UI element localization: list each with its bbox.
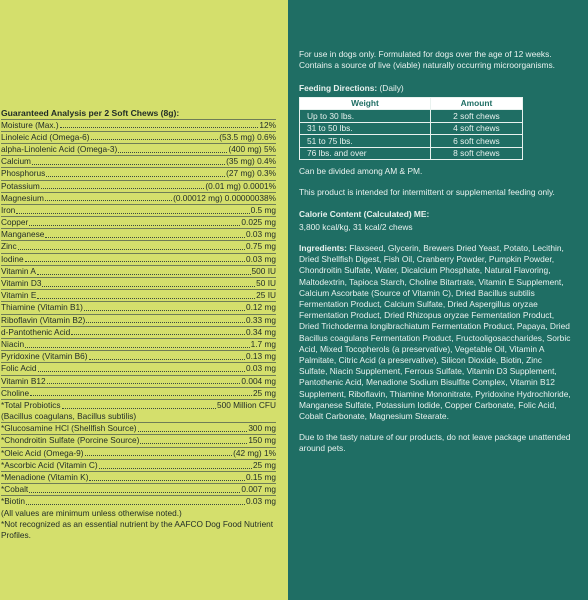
nutrient-name: Niacin — [1, 338, 25, 349]
nutrient-value: 300 mg — [248, 423, 276, 434]
nutrient-row — [1, 120, 276, 131]
amount-cell: 2 soft chews — [430, 110, 522, 123]
nutrient-value: 0.12 mg — [246, 302, 276, 313]
feeding-subtitle: (Daily) — [377, 83, 404, 94]
nutrient-value: 0.03 mg — [246, 229, 276, 240]
nutrient-value: 0.03 mg — [246, 253, 276, 264]
dot-leader — [37, 274, 251, 275]
dot-leader — [18, 249, 245, 250]
nutrient-amount: (35 mg) — [226, 156, 255, 167]
nutrient-name: Folic Acid — [1, 363, 37, 374]
dot-leader — [29, 225, 240, 226]
weight-header: Weight — [300, 97, 431, 110]
probiotic-note: (Bacillus coagulans, Bacillus subtilis) — [1, 411, 137, 422]
nutrient-row — [1, 241, 276, 252]
weight-cell: Up to 30 lbs. — [300, 110, 431, 123]
nutrient-name: Choline — [1, 387, 30, 398]
warning-text: Due to the tasty nature of our products, do not leave package unattended around pets. — [299, 432, 571, 454]
nutrient-value: 0.34 mg — [246, 326, 276, 337]
nutrient-row — [1, 448, 276, 459]
nutrient-row — [1, 388, 276, 399]
nutrient-name: Linoleic Acid (Omega-6) — [1, 131, 90, 142]
nutrient-name: *Menadione (Vitamin K) — [1, 472, 89, 483]
nutrient-name: *Cobalt — [1, 484, 29, 495]
feeding-heading — [299, 83, 572, 94]
weight-cell: 51 to 75 lbs. — [300, 135, 431, 148]
nutrient-row — [1, 156, 276, 167]
dot-leader — [29, 492, 240, 493]
dot-leader — [47, 383, 241, 384]
nutrient-value: 0.03 mg — [246, 496, 276, 507]
dot-leader — [32, 164, 225, 165]
table-row — [300, 147, 523, 160]
nutrient-row — [1, 144, 276, 155]
dot-leader — [86, 322, 245, 323]
nutrient-name: Potassium — [1, 180, 40, 191]
table-row — [300, 110, 523, 123]
nutrient-name: Vitamin E — [1, 290, 37, 301]
nutrient-value: 1% — [264, 447, 276, 458]
intro-text: For use in dogs only. Formulated for dogs over the age of 12 weeks. Contains a source of live (viable) naturally occurring microorganisms. — [299, 49, 556, 71]
nutrient-row — [1, 132, 276, 143]
nutrient-name: d-Pantothenic Acid — [1, 326, 71, 337]
nutrient-name: *Glucosamine HCl (Shellfish Source) — [1, 423, 137, 434]
dot-leader — [99, 468, 252, 469]
nutrient-row — [1, 496, 276, 507]
guaranteed-analysis-title: Guaranteed Analysis per 2 Soft Chews (8g): — [1, 108, 180, 118]
dot-leader — [42, 286, 255, 287]
dot-leader — [84, 310, 245, 311]
amount-cell: 8 soft chews — [430, 147, 522, 160]
dot-leader — [89, 359, 245, 360]
nutrient-value: 0.03 mg — [246, 363, 276, 374]
nutrient-row — [1, 193, 276, 204]
aafco-footnote: *Not recognized as an essential nutrient by the AAFCO Dog Food Nutrient Profiles. — [1, 518, 274, 541]
dot-leader — [85, 455, 233, 456]
nutrient-name: *Oleic Acid (Omega-9) — [1, 447, 84, 458]
nutrient-value: 50 IU — [256, 278, 276, 289]
feeding-title: Feeding Directions: — [299, 83, 378, 94]
nutrient-name: Manganese — [1, 229, 45, 240]
nutrient-value: 0.15 mg — [246, 472, 276, 483]
dot-leader — [140, 443, 247, 444]
calorie-title — [299, 209, 572, 220]
divided-text: Can be divided among AM & PM. — [299, 166, 423, 177]
calorie-title-text: Calorie Content (Calculated) ME: — [299, 208, 430, 219]
nutrient-row — [1, 484, 276, 495]
dot-leader — [45, 237, 245, 238]
nutrient-row — [1, 363, 276, 374]
dot-leader — [25, 347, 250, 348]
nutrient-name: *Ascorbic Acid (Vitamin C) — [1, 459, 98, 470]
nutrient-name: Vitamin A — [1, 265, 36, 276]
nutrient-row — [1, 423, 276, 434]
nutrient-row — [1, 217, 276, 228]
nutrient-name: *Chondroitin Sulfate (Porcine Source) — [1, 435, 140, 446]
nutrient-row — [1, 278, 276, 289]
directions-panel — [288, 0, 588, 600]
dot-leader — [38, 371, 246, 372]
dot-leader — [30, 395, 252, 396]
nutrient-row — [1, 168, 276, 179]
nutrient-value: 0.13 mg — [246, 351, 276, 362]
nutrient-name: Calcium — [1, 156, 31, 167]
nutrient-value: 0.3% — [257, 168, 276, 179]
nutrient-row — [1, 400, 276, 411]
nutrient-value: 25 mg — [252, 459, 276, 470]
table-row — [300, 135, 523, 148]
dot-leader — [46, 176, 225, 177]
nutrient-row — [1, 205, 276, 216]
amount-header: Amount — [430, 97, 522, 110]
nutrient-value: 0.75 mg — [246, 241, 276, 252]
nutrient-name: Magnesium — [1, 192, 44, 203]
nutrient-row — [1, 327, 276, 338]
nutrient-name: Thiamine (Vitamin B1) — [1, 302, 83, 313]
nutrient-row — [1, 376, 276, 387]
supplement-list — [1, 422, 276, 507]
nutrient-name: *Biotin — [1, 496, 25, 507]
nutrient-value: 25 mg — [252, 387, 276, 398]
nutrient-name: Vitamin D3 — [1, 278, 42, 289]
ingredients-text: Flaxseed, Glycerin, Brewers Dried Yeast, Potato, Lecithin, Dried Shellfish Digest, Fish Oil, Cranberry Powder, Pumpkin Powder, Chondroitin Sulfate, Water, Dicalcium Phosphate, Natural Flavoring, Maltodextrin, Tapioca Starch, Choline Bitartrate, Vitamin E Supplement, Calcium Ascorbate (Source of Vitamin C), Dried Bacillus subtilis Fermentation Product, Calcium Sulfate, Dried Aspergillus oryzae Fermentation Product, Dried Rhizopus oryzae Fermentation Product, Dried Trichoderma longibrachiatum Fermentation Product, Papaya, Dried Bacillus coagulans Fermentation Product, Fructooligosaccharides, Sorbic Acid, Mixed Tocopherols (a preservative), Vegetable Oil, Vitamin A Palmitate, Citric Acid (a preservative), Silicon Dioxide, Biotin, Zinc Sulfate, Niacin Supplement, Ferrous Sulfate, Vitamin D3 Supplement, Pantothenic Acid, Menadione Sodium Bisulfite Complex, Vitamin B12 Supplement, Riboflavin, Thiamine Mononitrate, Pyridoxine Hydrochloride, Manganese Sulfate, Potassium Iodide, Copper Carbonate, Folic Acid, Cobalt Carbonate, Magnesium Stearate. — [299, 242, 571, 421]
ingredients-block — [299, 243, 572, 422]
nutrient-row — [1, 460, 276, 471]
dot-leader — [89, 480, 245, 481]
guaranteed-analysis-panel — [0, 0, 288, 600]
nutrient-name: Iodine — [1, 253, 24, 264]
nutrient-name: Phosphorus — [1, 168, 46, 179]
nutrient-value: 0.5 mg — [250, 204, 276, 215]
nutrient-name: Pyridoxine (Vitamin B6) — [1, 351, 88, 362]
nutrient-value: 0.007 mg — [241, 484, 276, 495]
nutrient-row — [1, 290, 276, 301]
nutrient-value: 0.0001% — [243, 180, 276, 191]
feeding-table — [299, 97, 523, 161]
nutrient-row — [1, 351, 276, 362]
nutrient-name: Copper — [1, 217, 29, 228]
weight-cell: 31 to 50 lbs. — [300, 122, 431, 135]
nutrient-row — [1, 181, 276, 192]
dot-leader — [37, 298, 255, 299]
nutrient-value: 0.004 mg — [241, 375, 276, 386]
nutrient-row — [1, 339, 276, 350]
nutrient-value: 25 IU — [256, 290, 276, 301]
nutrient-value: 500 IU — [251, 265, 276, 276]
nutrient-amount: (53.5 mg) — [219, 131, 255, 142]
nutrient-value: 0.4% — [257, 156, 276, 167]
dot-leader — [25, 261, 245, 262]
nutrient-row — [1, 315, 276, 326]
nutrient-name: Riboflavin (Vitamin B2) — [1, 314, 86, 325]
dot-leader — [26, 504, 245, 505]
nutrient-name: alpha-Linolenic Acid (Omega-3) — [1, 143, 118, 154]
nutrient-amount: (0.00012 mg) — [173, 192, 223, 203]
nutrient-amount: (27 mg) — [226, 168, 255, 179]
nutrient-row — [1, 302, 276, 313]
dot-leader — [16, 213, 249, 214]
nutrient-name: Moisture (Max.) — [1, 119, 59, 130]
nutrient-value: 12% — [259, 119, 276, 130]
nutrient-value: 1.7 mg — [250, 338, 276, 349]
amount-cell: 6 soft chews — [430, 135, 522, 148]
nutrient-value: 5% — [264, 143, 276, 154]
nutrient-row — [1, 254, 276, 265]
table-row — [300, 122, 523, 135]
amount-cell: 4 soft chews — [430, 122, 522, 135]
nutrient-name: Iron — [1, 204, 16, 215]
nutrient-name: Vitamin B12 — [1, 375, 46, 386]
dot-leader — [91, 139, 219, 140]
feeding-table-header — [300, 97, 523, 110]
nutrient-value: 0.6% — [257, 131, 276, 142]
weight-cell: 76 lbs. and over — [300, 147, 431, 160]
nutrient-value: 500 Million CFU — [216, 399, 276, 410]
nutrient-row — [1, 229, 276, 240]
dot-leader — [60, 127, 259, 128]
calorie-value: 3,800 kcal/kg, 31 kcal/2 chews — [299, 221, 413, 232]
nutrient-row — [1, 266, 276, 277]
nutrient-value: 0.025 mg — [241, 217, 276, 228]
nutrient-name: *Total Probiotics — [1, 399, 61, 410]
nutrient-amount: (42 mg) — [233, 447, 262, 458]
dot-leader — [41, 188, 205, 189]
nutrient-amount: (0.01 mg) — [205, 180, 241, 191]
dot-leader — [118, 152, 227, 153]
dot-leader — [62, 408, 216, 409]
guaranteed-analysis-list — [1, 119, 276, 412]
nutrient-row — [1, 472, 276, 483]
nutrient-value: 150 mg — [248, 435, 276, 446]
dot-leader — [71, 334, 245, 335]
intermittent-text: This product is intended for intermittent or supplemental feeding only. — [299, 187, 555, 198]
dot-leader — [138, 431, 248, 432]
nutrient-name: Zinc — [1, 241, 17, 252]
nutrient-row — [1, 435, 276, 446]
nutrient-amount: (400 mg) — [228, 143, 262, 154]
values-footnote: (All values are minimum unless otherwise noted.) — [1, 507, 182, 518]
nutrient-value: 0.33 mg — [246, 314, 276, 325]
nutrient-value: 0.00000038% — [224, 192, 276, 203]
dot-leader — [45, 200, 172, 201]
ingredients-label: Ingredients: — [299, 242, 347, 253]
